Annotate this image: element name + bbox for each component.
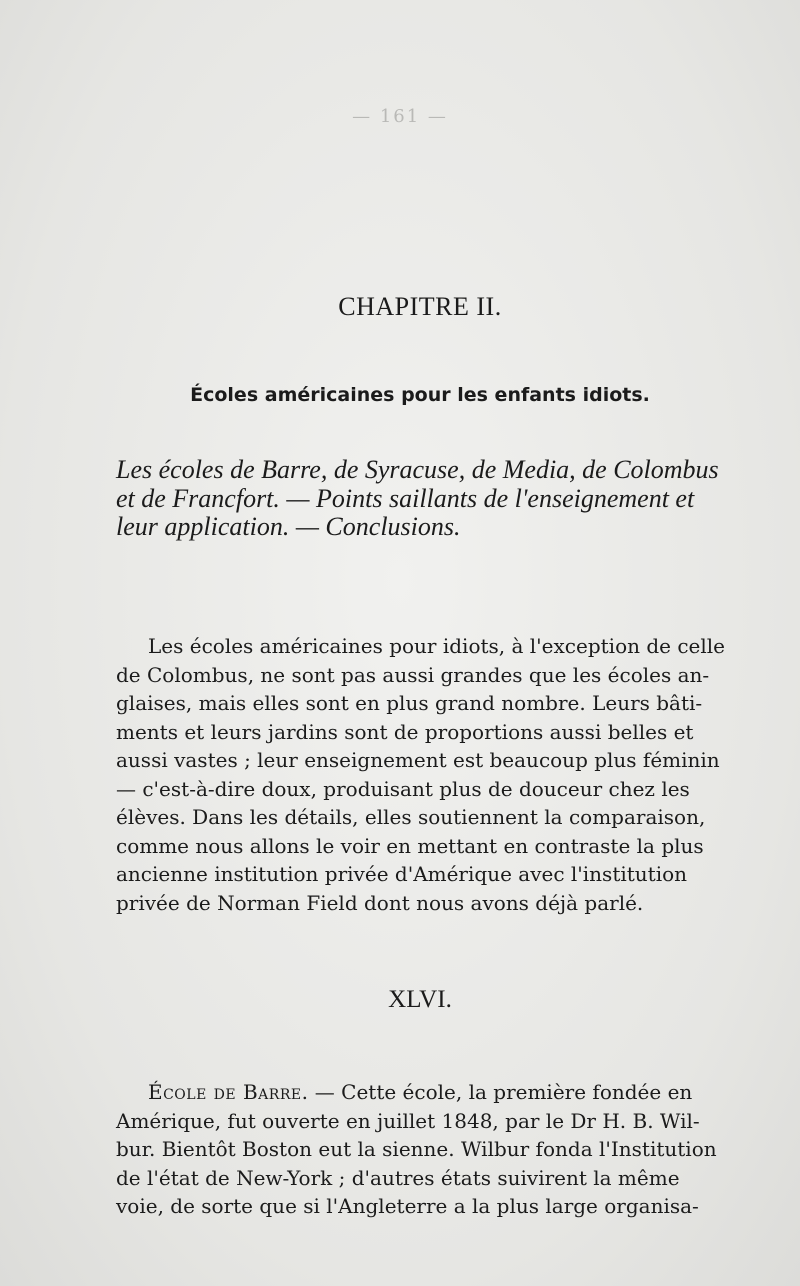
text-line: glaises, mais elles sont en plus grand nombre. Leurs bâti- [116,691,703,715]
text-line: ments et leurs jardins sont de proportions aussi belles et [116,719,694,744]
page-number: — 161 — [352,106,448,127]
text-line: Amérique, fut ouverte en juillet 1848, par le Dr H. B. Wil- [116,1108,700,1133]
text-line: élèves. Dans les détails, elles soutiennent la comparaison, [116,805,706,829]
text-line: voie, de sorte que si l'Angleterre a la plus large organisa- [116,1194,699,1218]
text-line: de Colombus, ne sont pas aussi grandes que les écoles an- [116,662,710,687]
text-line: — c'est-à-dire doux, produisant plus de douceur chez les [116,776,690,801]
text-line: comme nous allons le voir en mettant en contraste la plus [116,833,704,858]
chapter-title: CHAPITRE II. [338,292,502,321]
text-line: privée de Norman Field dont nous avons déjà parlé. [116,890,644,915]
paragraph-2 [116,1078,761,1221]
school-name-lead: École de Barre. [148,1080,309,1104]
text-line [116,1078,761,1107]
section-heading: Écoles américaines pour les enfants idiots. [190,384,650,406]
section-number: XLVI. [388,986,452,1013]
paragraph-1 [116,632,761,917]
text-line: Les écoles américaines pour idiots, à l'exception de celle [148,634,726,658]
text-line: bur. Bientôt Boston eut la sienne. Wilbur fonda l'Institution [116,1137,717,1161]
chapter-summary [116,456,756,542]
text-line: de l'état de New-York ; d'autres états suivirent la même [116,1165,680,1190]
text-fragment: — Cette école, la première fondée en [308,1080,693,1104]
text-line: aussi vastes ; leur enseignement est beaucoup plus féminin [116,748,720,772]
summary-line: leur application. — Conclusions. [116,512,461,541]
summary-line: et de Francfort. — Points saillants de l'enseignement et [116,483,695,513]
text-line: ancienne institution privée d'Amérique avec l'institution [116,862,688,886]
summary-line: Les écoles de Barre, de Syracuse, de Media, de Colombus [116,455,719,484]
